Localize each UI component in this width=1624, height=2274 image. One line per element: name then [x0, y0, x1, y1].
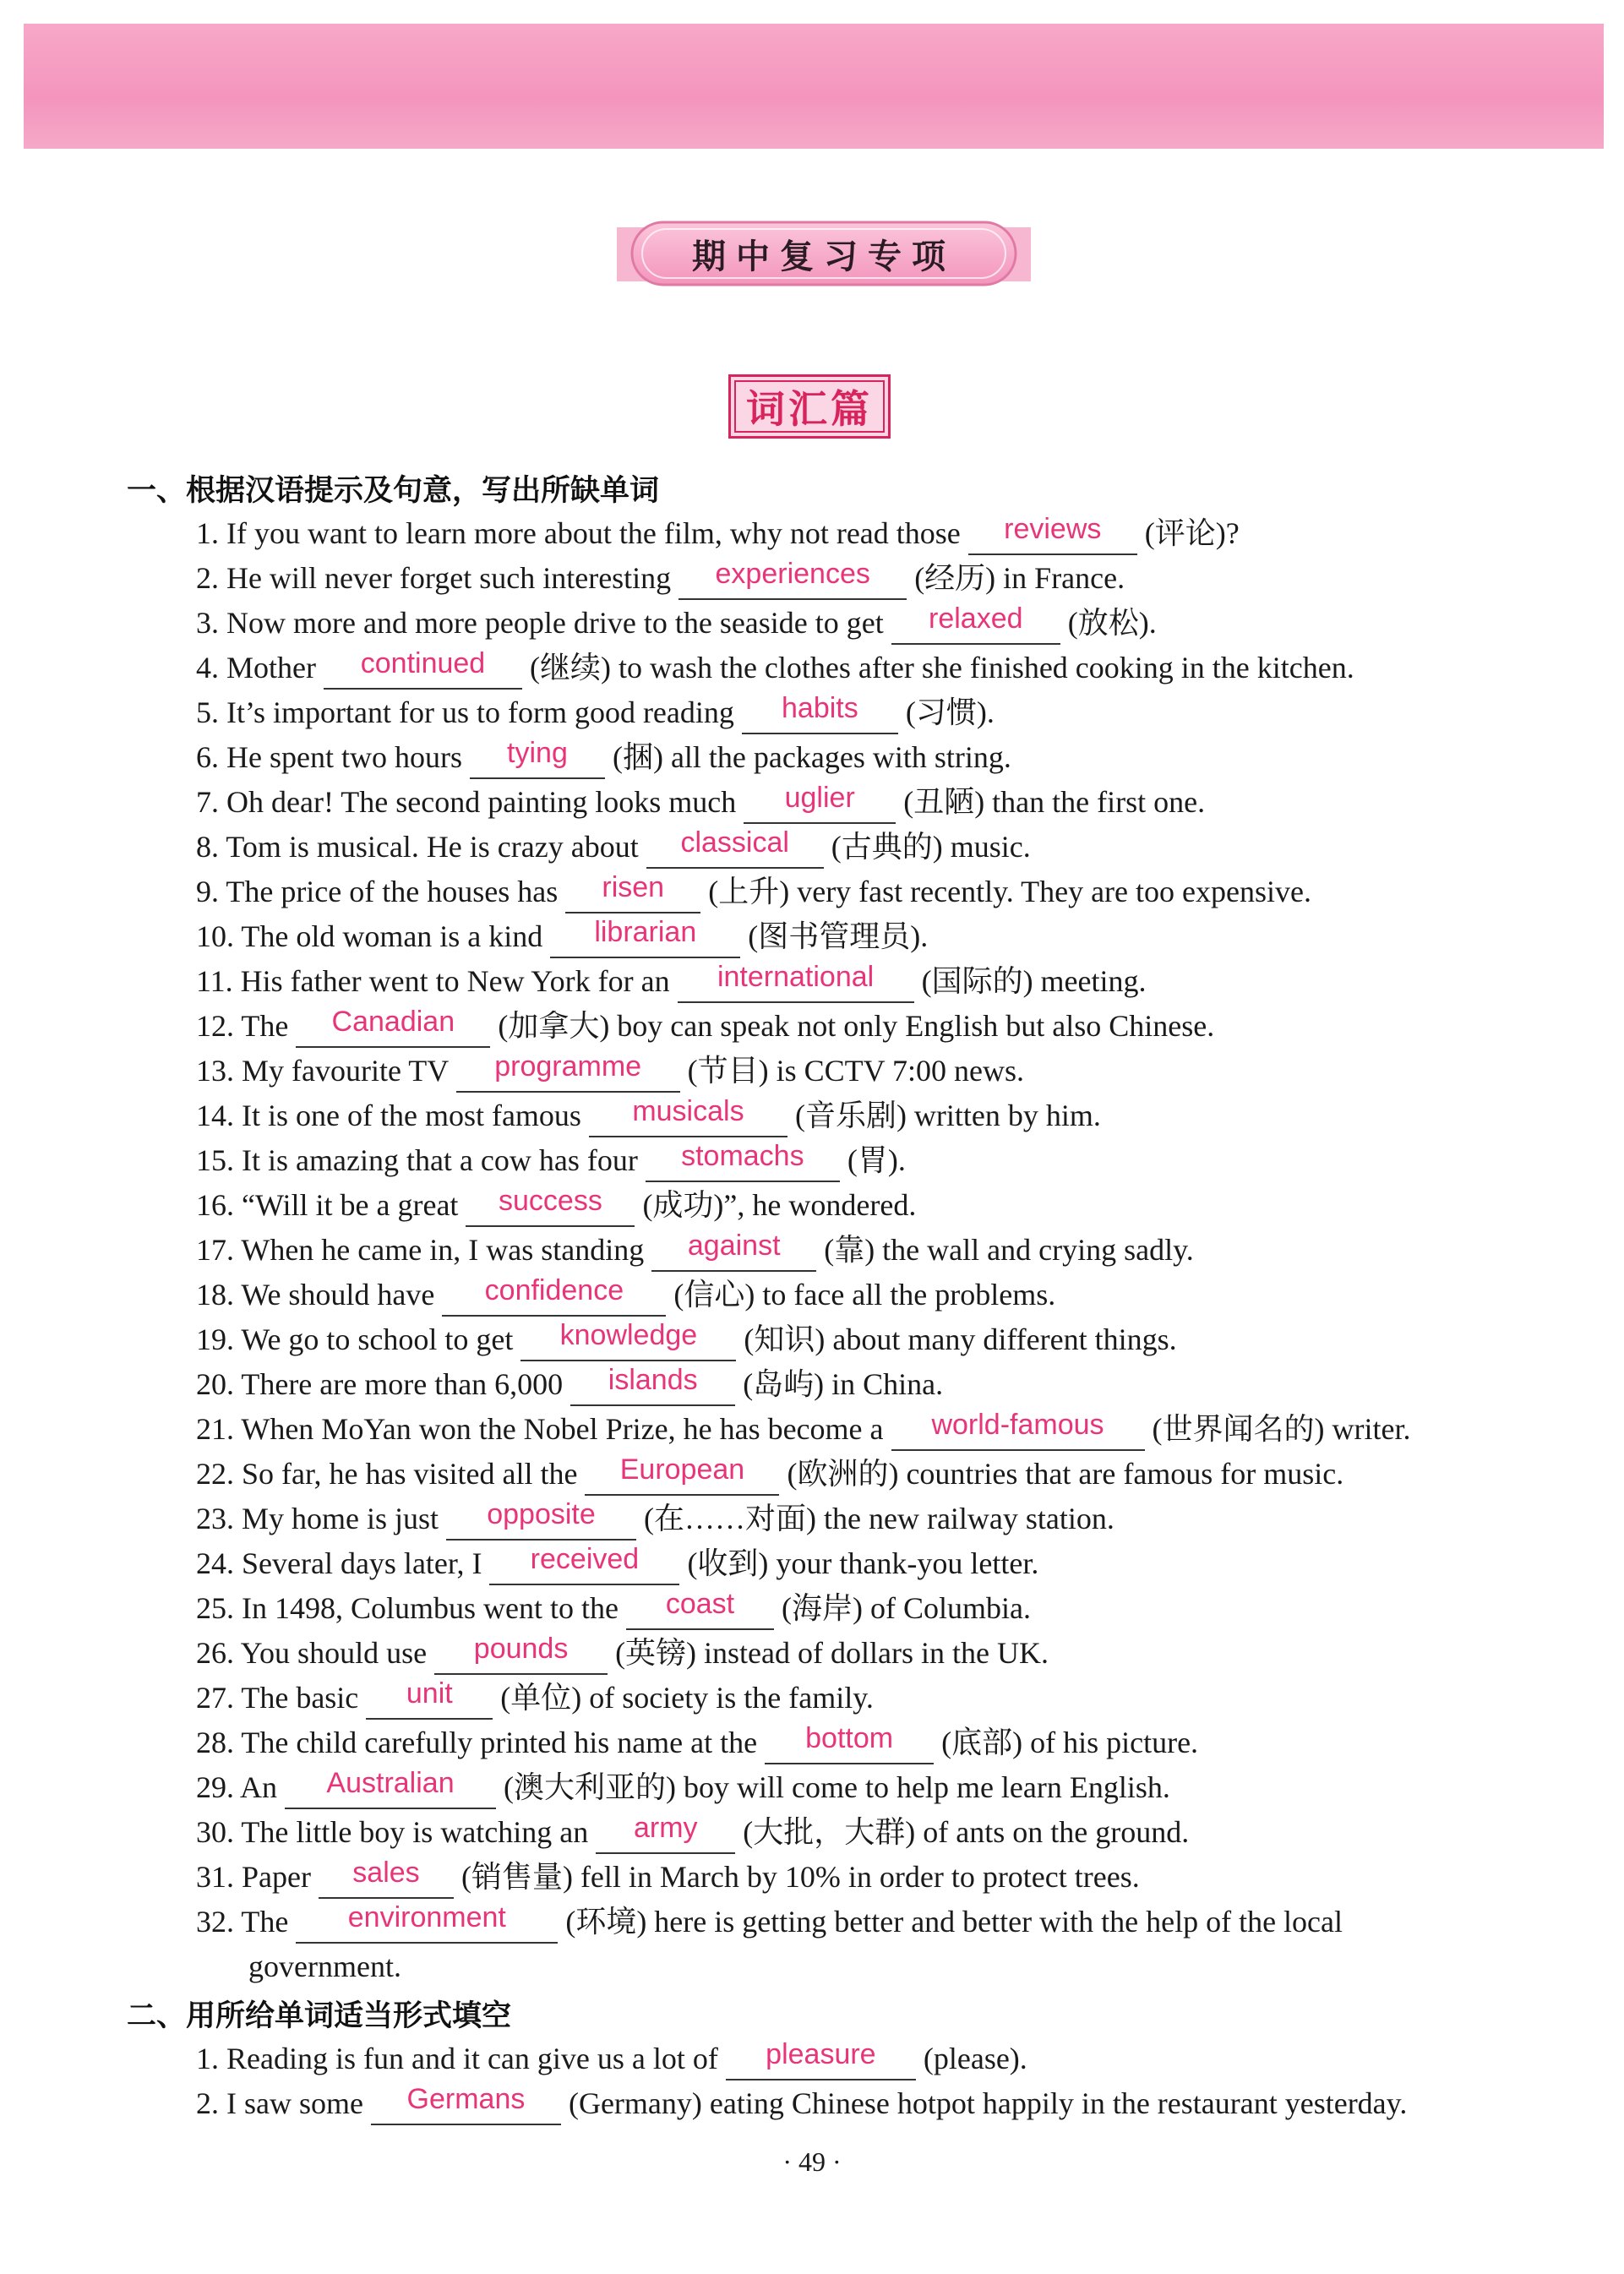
answer-blank[interactable]	[565, 871, 700, 913]
answer-blank[interactable]	[466, 1185, 635, 1227]
answer-blank[interactable]	[651, 1230, 816, 1272]
exercise-item	[196, 1810, 1514, 1855]
section-1-list	[196, 511, 1514, 1989]
answer-blank[interactable]	[585, 1453, 779, 1496]
item-hint: (经历) in France.	[907, 561, 1125, 595]
answer-text: classical	[680, 826, 789, 859]
answer-blank[interactable]	[434, 1633, 608, 1675]
item-prompt: 27. The basic	[196, 1681, 367, 1715]
answer-blank[interactable]	[646, 826, 824, 869]
answer-text: army	[633, 1812, 698, 1844]
item-prompt: 28. The child carefully printed his name at the	[196, 1726, 766, 1759]
exercise-item	[196, 735, 1514, 780]
exercise-item	[196, 1855, 1514, 1900]
answer-blank[interactable]	[968, 513, 1137, 555]
answer-blank[interactable]	[324, 647, 522, 690]
exercise-item	[196, 646, 1514, 690]
exercise-item	[196, 780, 1514, 825]
exercise-item	[196, 2037, 1514, 2081]
section-2-heading: 二、用所给单词适当形式填空	[127, 1999, 512, 2033]
item-hint: (成功)”, he wondered.	[635, 1188, 917, 1222]
exercise-item	[196, 1631, 1514, 1676]
answer-blank[interactable]	[570, 1364, 735, 1406]
exercise-item	[196, 870, 1514, 914]
answer-text: continued	[360, 647, 486, 679]
item-prompt: 2. I saw some	[196, 2086, 371, 2120]
answer-text: coast	[665, 1588, 735, 1620]
answer-blank[interactable]	[744, 782, 896, 824]
exercise-item	[196, 914, 1514, 959]
item-hint: (知识) about many different things.	[736, 1322, 1177, 1356]
answer-text: confidence	[484, 1274, 624, 1306]
answer-blank[interactable]	[678, 961, 914, 1003]
exercise-item	[196, 556, 1514, 601]
item-prompt: 1. If you want to learn more about the film, why not read those	[196, 516, 968, 550]
answer-text: bottom	[805, 1722, 894, 1754]
vocabulary-tag-label: 词汇篇	[734, 380, 885, 433]
exercise-item	[196, 2081, 1514, 2126]
item-hint: (音乐剧) written by him.	[787, 1099, 1101, 1132]
exercise-item	[196, 511, 1514, 556]
item-hint: (世界闻名的) writer.	[1144, 1412, 1411, 1446]
item-prompt: 19. We go to school to get	[196, 1322, 521, 1356]
item-hint: (加拿大) boy can speak not only English but also Chinese.	[490, 1009, 1215, 1043]
answer-blank[interactable]	[296, 1901, 558, 1944]
item-hint: (节目) is CCTV 7:00 news.	[679, 1054, 1024, 1088]
answer-blank[interactable]	[742, 692, 898, 734]
answer-blank[interactable]	[456, 1050, 680, 1093]
answer-blank[interactable]	[589, 1095, 787, 1137]
exercise-item	[196, 959, 1514, 1004]
item-prompt: 32. The	[196, 1905, 297, 1939]
top-color-band	[24, 24, 1604, 149]
item-hint: (古典的) music.	[823, 830, 1031, 864]
exercise-item	[196, 1362, 1514, 1407]
item-prompt: 7. Oh dear! The second painting looks much	[196, 785, 744, 819]
answer-text: knowledge	[559, 1319, 698, 1351]
exercise-item	[196, 1900, 1514, 1944]
item-prompt: 23. My home is just	[196, 1502, 447, 1535]
item-hint: (丑陋) than the first one.	[896, 785, 1206, 819]
answer-blank[interactable]	[596, 1812, 735, 1854]
answer-text: pleasure	[766, 2038, 876, 2070]
item-prompt: 31. Paper	[196, 1860, 319, 1894]
item-hint: (Germany) eating Chinese hotpot happily in the restaurant yesterday.	[560, 2086, 1408, 2120]
answer-blank[interactable]	[550, 916, 740, 958]
answer-text: pounds	[473, 1633, 569, 1665]
item-hint: (单位) of society is the family.	[493, 1681, 874, 1715]
answer-blank[interactable]	[726, 2038, 916, 2080]
answer-text: relaxed	[929, 603, 1023, 635]
item-prompt: 13. My favourite TV	[196, 1054, 456, 1088]
item-prompt: 15. It is amazing that a cow has four	[196, 1143, 646, 1177]
exercise-item	[196, 1228, 1514, 1273]
item-prompt: 17. When he came in, I was standing	[196, 1233, 652, 1267]
answer-blank[interactable]	[489, 1543, 679, 1585]
answer-text: opposite	[487, 1498, 596, 1530]
item-hint: (靠) the wall and crying sadly.	[816, 1233, 1194, 1267]
exercise-item	[196, 1676, 1514, 1720]
exercise-item	[196, 1765, 1514, 1810]
item-hint: (销售量) fell in March by 10% in order to protect trees.	[453, 1860, 1140, 1894]
answer-blank[interactable]	[285, 1767, 496, 1809]
item-hint: (大批，大群) of ants on the ground.	[735, 1815, 1190, 1849]
answer-blank[interactable]	[626, 1588, 774, 1630]
item-hint: (澳大利亚的) boy will come to help me learn English.	[496, 1770, 1170, 1804]
item-prompt: 14. It is one of the most famous	[196, 1099, 589, 1132]
item-prompt: 21. When MoYan won the Nobel Prize, he has become a	[196, 1412, 891, 1446]
item-hint: (收到) your thank-you letter.	[679, 1546, 1039, 1580]
item-hint: (please).	[915, 2042, 1027, 2075]
exercise-item-continuation: government.	[248, 1950, 401, 1983]
answer-text: unit	[406, 1677, 453, 1710]
answer-blank[interactable]	[296, 1006, 490, 1048]
exercise-item	[196, 1004, 1514, 1049]
exercise-item	[196, 1049, 1514, 1093]
answer-text: world-famous	[931, 1409, 1104, 1441]
item-hint: (底部) of his picture.	[934, 1726, 1199, 1759]
item-hint: (欧洲的) countries that are famous for music.	[779, 1457, 1344, 1491]
answer-text: librarian	[594, 916, 697, 948]
item-prompt: 4. Mother	[196, 651, 324, 684]
answer-blank[interactable]	[520, 1319, 736, 1361]
answer-text: musicals	[632, 1095, 744, 1127]
item-prompt: 22. So far, he has visited all the	[196, 1457, 586, 1491]
page-number: · 49 ·	[782, 2146, 842, 2177]
answer-blank[interactable]	[891, 1409, 1145, 1451]
item-prompt: 3. Now more and more people drive to the seaside to get	[196, 606, 891, 640]
item-hint: (继续) to wash the clothes after she finished cooking in the kitchen.	[521, 651, 1354, 684]
item-hint: (评论)?	[1136, 516, 1240, 550]
answer-text: received	[530, 1543, 640, 1575]
exercise-item	[196, 1586, 1514, 1631]
item-prompt: 1. Reading is fun and it can give us a lot of	[196, 2042, 726, 2075]
answer-text: uglier	[784, 782, 855, 814]
answer-text: European	[619, 1453, 745, 1486]
answer-text: programme	[494, 1050, 642, 1082]
item-hint: (图书管理员).	[740, 919, 929, 953]
exercise-item	[196, 1317, 1514, 1362]
answer-blank[interactable]	[446, 1498, 636, 1541]
exercise-item	[196, 1407, 1514, 1452]
answer-blank[interactable]	[371, 2083, 561, 2125]
vocabulary-tag	[728, 374, 891, 439]
item-prompt: 29. An	[196, 1770, 286, 1804]
item-prompt: 16. “Will it be a great	[196, 1188, 466, 1222]
page-title: 期中复习专项	[692, 237, 956, 276]
answer-text: against	[687, 1230, 781, 1262]
item-prompt: 6. He spent two hours	[196, 740, 470, 774]
item-prompt: 25. In 1498, Columbus went to the	[196, 1591, 626, 1625]
section-1-heading: 一、根据汉语提示及句意，写出所缺单词	[127, 474, 660, 508]
item-prompt: 8. Tom is musical. He is crazy about	[196, 830, 646, 864]
item-prompt: 18. We should have	[196, 1278, 443, 1312]
item-hint: (捆) all the packages with string.	[604, 740, 1011, 774]
title-banner	[617, 215, 1031, 292]
exercise-item	[196, 1452, 1514, 1497]
answer-blank[interactable]	[366, 1677, 493, 1720]
item-prompt: 9. The price of the houses has	[196, 875, 566, 908]
exercise-item	[196, 825, 1514, 870]
item-prompt: 2. He will never forget such interesting	[196, 561, 679, 595]
answer-blank[interactable]	[765, 1722, 934, 1764]
item-hint: (胃).	[839, 1143, 906, 1177]
item-prompt: 12. The	[196, 1009, 297, 1043]
exercise-item	[196, 1183, 1514, 1228]
answer-text: environment	[347, 1901, 506, 1933]
answer-text: Australian	[326, 1767, 455, 1799]
exercise-item	[196, 1720, 1514, 1765]
answer-text: habits	[782, 692, 858, 724]
answer-text: islands	[608, 1364, 698, 1396]
item-hint: (习惯).	[897, 695, 995, 729]
answer-blank[interactable]	[891, 603, 1060, 645]
section-2-list	[196, 2037, 1514, 2126]
answer-text: tying	[507, 737, 568, 769]
answer-text: sales	[352, 1857, 420, 1889]
item-hint: (在……对面) the new railway station.	[636, 1502, 1114, 1535]
answer-blank[interactable]	[646, 1140, 840, 1182]
exercise-item	[196, 1138, 1514, 1183]
item-hint: (上升) very fast recently. They are too expensive.	[700, 875, 1311, 908]
answer-text: stomachs	[681, 1140, 804, 1172]
answer-text: success	[499, 1185, 602, 1217]
exercise-item	[196, 1497, 1514, 1541]
exercise-item	[196, 1273, 1514, 1317]
item-hint: (岛屿) in China.	[735, 1367, 944, 1401]
exercise-item	[196, 601, 1514, 646]
item-prompt: 11. His father went to New York for an	[196, 964, 678, 998]
item-hint: (环境) here is getting better and better with the help of the local	[558, 1905, 1343, 1939]
answer-blank[interactable]	[470, 737, 605, 779]
item-prompt: 10. The old woman is a kind	[196, 919, 551, 953]
answer-text: reviews	[1004, 513, 1102, 545]
item-hint: (放松).	[1060, 606, 1157, 640]
answer-text: Germans	[406, 2083, 526, 2115]
item-prompt: 26. You should use	[196, 1636, 435, 1670]
item-hint: (英镑) instead of dollars in the UK.	[608, 1636, 1049, 1670]
exercise-item	[196, 690, 1514, 735]
answer-text: risen	[602, 871, 665, 903]
item-prompt: 20. There are more than 6,000	[196, 1367, 571, 1401]
answer-blank[interactable]	[442, 1274, 666, 1317]
item-prompt: 24. Several days later, I	[196, 1546, 490, 1580]
item-hint: (海岸) of Columbia.	[773, 1591, 1031, 1625]
answer-text: experiences	[715, 558, 870, 590]
answer-text: international	[717, 961, 875, 993]
answer-blank[interactable]	[678, 558, 907, 600]
item-prompt: 5. It’s important for us to form good reading	[196, 695, 742, 729]
item-hint: (信心) to face all the problems.	[666, 1278, 1056, 1312]
item-prompt: 30. The little boy is watching an	[196, 1815, 597, 1849]
answer-text: Canadian	[331, 1006, 455, 1038]
item-hint: (国际的) meeting.	[913, 964, 1147, 998]
exercise-item	[196, 1093, 1514, 1138]
answer-blank[interactable]	[319, 1857, 454, 1899]
exercise-item	[196, 1541, 1514, 1586]
